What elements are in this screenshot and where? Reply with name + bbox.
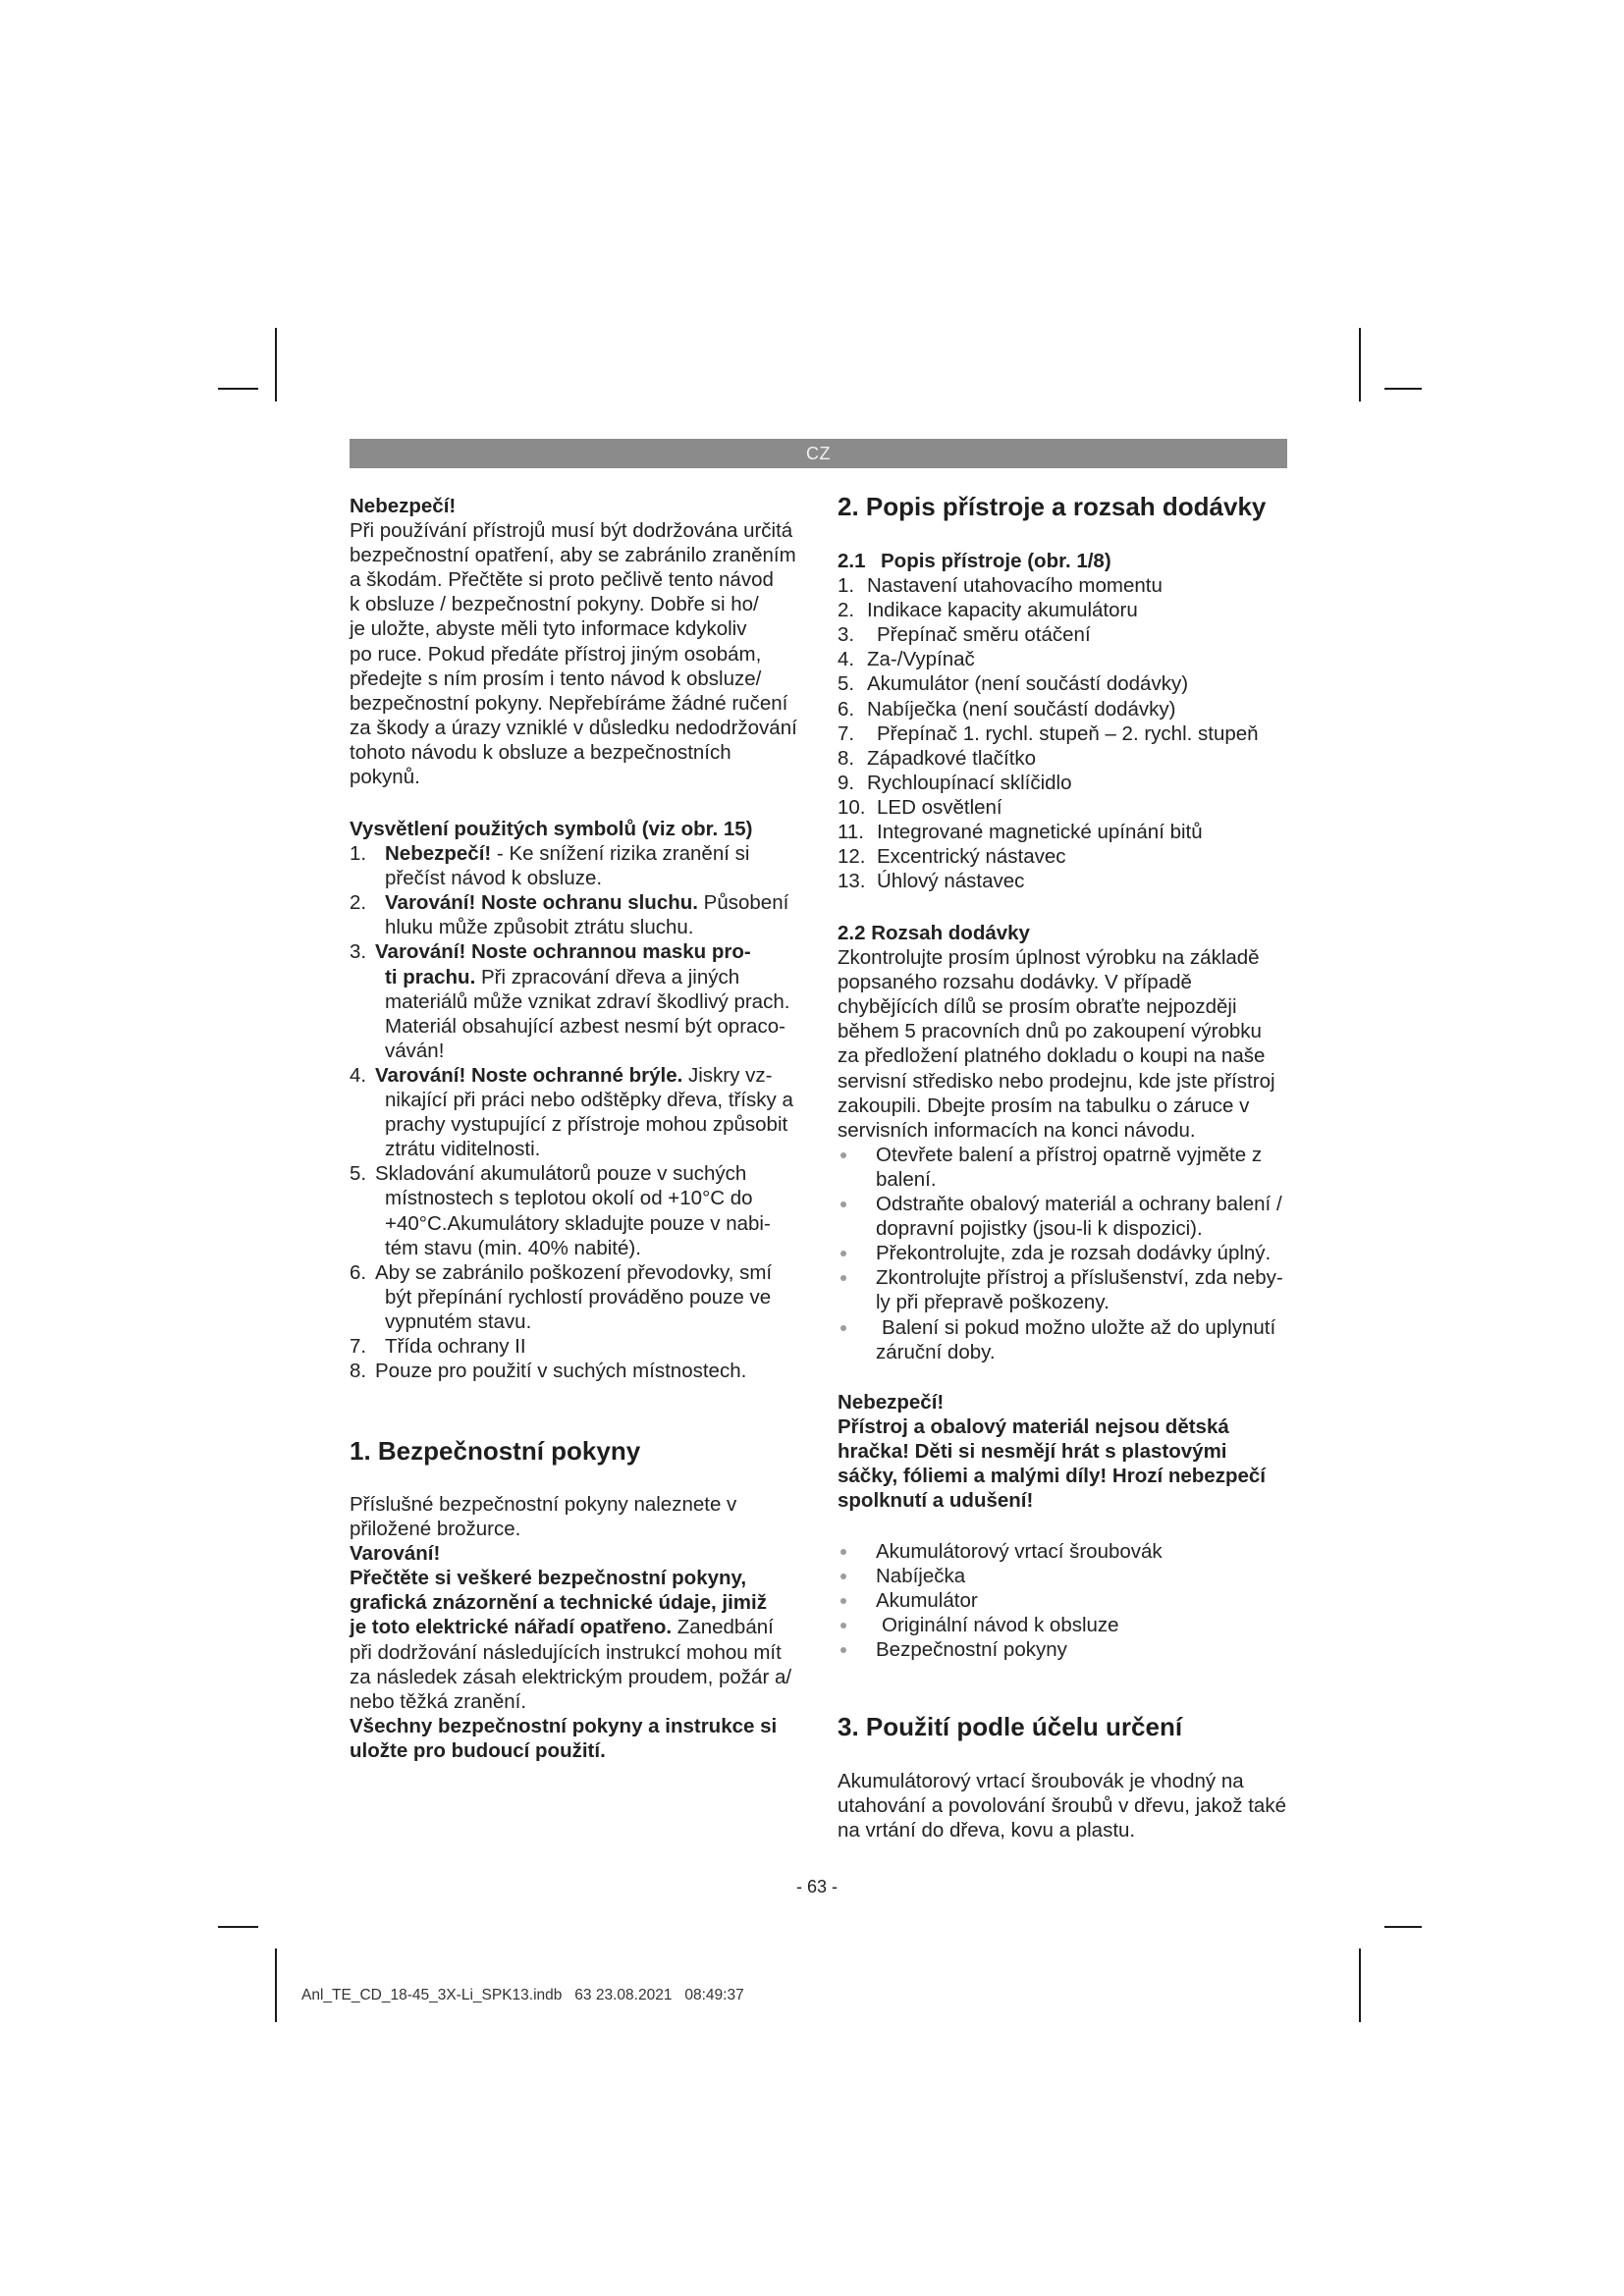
line-text: Příslušné bezpečnostní pokyny naleznete v: [350, 1493, 737, 1516]
text-line: zakoupili. Dbejte prosím na tabulku o záruce v: [838, 1094, 1250, 1117]
text-line: Při používání přístrojů musí být dodržována určitá: [350, 519, 793, 543]
section-heading-usage: 3. Použití podle účelu určení: [838, 1712, 1183, 1741]
bullet-icon: [840, 1549, 846, 1555]
symbol-item-continuation: [350, 1039, 811, 1063]
item-text: Skladování akumulátorů pouze v suchých: [375, 1162, 747, 1186]
part-number: 12.: [838, 845, 866, 869]
contents-text: Bezpečnostní pokyny: [876, 1638, 1067, 1662]
part-number: 7.: [838, 721, 855, 745]
text-line: [350, 1566, 811, 1590]
contents-text: Nabíječka: [876, 1565, 966, 1588]
item-text: Při zpracování dřeva a jiných: [475, 965, 740, 988]
warning-line: hračka! Děti si nesmějí hrát s plastovými: [838, 1440, 1227, 1464]
item-text: materiálů může vznikat zdraví škodlivý prach.: [385, 989, 790, 1013]
symbol-item: [350, 890, 811, 915]
bullet-icon: [840, 1325, 846, 1331]
text-line: a škodám. Přečtěte si proto pečlivě tento návod: [350, 568, 774, 592]
text-line: předejte s ním prosím i tento návod k obsluze/: [350, 667, 762, 690]
item-number: 6.: [350, 1260, 367, 1284]
contents-text: Akumulátorový vrtací šroubovák: [876, 1540, 1163, 1563]
symbol-item: [350, 1161, 811, 1186]
part-label: LED osvětlení: [877, 795, 1002, 819]
item-emphasis: Varování! Noste ochrannou masku pro-: [375, 940, 751, 964]
symbol-item: [350, 939, 811, 964]
item-text: Materiál obsahující azbest nesmí být opraco-: [385, 1014, 785, 1038]
part-number: 13.: [838, 870, 866, 893]
symbol-item-continuation: [350, 915, 811, 939]
bullet-continuation: balení.: [876, 1167, 937, 1191]
usage-text: [838, 1769, 1299, 1842]
text-line: popsaného rozsahu dodávky. V případě: [838, 971, 1192, 994]
item-number: 2.: [350, 891, 367, 915]
symbol-item-continuation: [350, 866, 811, 890]
item-text: Působení: [697, 891, 789, 915]
part-item: [838, 647, 1299, 671]
subsection-label: Popis přístroje (obr. 1/8): [881, 550, 1111, 572]
symbol-item: [350, 1334, 811, 1359]
text-line: [350, 1665, 811, 1689]
text-line: na vrtání do dřeva, kovu a plastu.: [838, 1819, 1136, 1842]
part-item: [838, 820, 1299, 844]
bullet-icon: [840, 1623, 846, 1629]
part-label: Nabíječka (není součástí dodávky): [867, 697, 1176, 721]
language-bar: [350, 439, 1287, 468]
item-text: prachy vystupující z přístroje mohou způsobit: [385, 1113, 788, 1137]
page-number: - 63 -: [795, 1877, 838, 1896]
item-number: 4.: [350, 1063, 367, 1087]
part-number: 5.: [838, 672, 855, 696]
item-text: Třída ochrany II: [385, 1334, 526, 1358]
item-emphasis: Nebezpečí!: [385, 842, 492, 866]
item-number: 8.: [350, 1360, 367, 1383]
part-item: [838, 746, 1299, 771]
part-label: Indikace kapacity akumulátoru: [867, 599, 1138, 622]
subsection-title: 2.2 Rozsah dodávky: [838, 922, 1030, 944]
part-number: 11.: [838, 821, 864, 844]
bullet-text: Otevřete balení a přístroj opatrně vyjměte z: [876, 1143, 1263, 1166]
text-line: [350, 1590, 811, 1615]
line-text: přiložené brožurce.: [350, 1518, 521, 1541]
part-item: [838, 771, 1299, 795]
part-item: [838, 721, 1299, 746]
symbols-title: Vysvětlení použitých symbolů (viz obr. 15): [350, 818, 753, 840]
part-number: 4.: [838, 648, 855, 671]
item-text: váván!: [385, 1039, 445, 1062]
line-emphasis: Přečtěte si veškeré bezpečnostní pokyny,: [350, 1567, 747, 1590]
item-number: 5.: [350, 1162, 367, 1186]
text-line: po ruce. Pokud předáte přístroj jiným osobám,: [350, 642, 762, 666]
danger-title: Nebezpečí!: [350, 495, 457, 517]
crop-mark-bottom-right-vertical: [1359, 1949, 1361, 2022]
contents-text: Akumulátor: [876, 1589, 978, 1613]
text-line: utahování a povolování šroubů v dřevu, jakož také: [838, 1794, 1286, 1818]
line-emphasis: Varování!: [350, 1542, 441, 1566]
item-text: - Ke snížení rizika zranění si: [491, 842, 750, 866]
item-text: Aby se zabránilo poškození převodovky, smí: [375, 1260, 773, 1284]
item-text: +40°C.Akumulátory skladujte pouze v nabi-: [385, 1211, 771, 1235]
danger-warning: [838, 1390, 1299, 1513]
bullet-item: [838, 1192, 1299, 1216]
symbol-item-continuation: [350, 965, 811, 989]
item-emphasis: Varování! Noste ochranu sluchu.: [385, 891, 698, 915]
bullet-icon: [840, 1598, 846, 1604]
text-line: [350, 1541, 811, 1566]
symbol-item-continuation: [350, 989, 811, 1014]
contents-item: [838, 1539, 1299, 1564]
symbol-item-continuation: [350, 1014, 811, 1039]
part-item: [838, 795, 1299, 820]
section-heading-safety: 1. Bezpečnostní pokyny: [350, 1436, 641, 1466]
text-line: během 5 pracovních dnů po zakoupení výrobku: [838, 1020, 1262, 1043]
text-line: Akumulátorový vrtací šroubovák je vhodný na: [838, 1770, 1244, 1792]
item-text: být přepínání rychlostí prováděno pouze ve: [385, 1285, 772, 1308]
item-emphasis: ti prachu.: [385, 965, 476, 988]
part-number: 6.: [838, 697, 855, 721]
text-line: [350, 1714, 811, 1738]
line-emphasis: grafická znázornění a technické údaje, jimiž: [350, 1591, 767, 1615]
text-line: je uložte, abyste měli tyto informace kdykoliv: [350, 617, 747, 641]
part-item: [838, 622, 1299, 647]
part-number: 2.: [838, 599, 855, 622]
subsection-title: [838, 549, 1299, 573]
symbol-item-continuation: [350, 1112, 811, 1137]
line-emphasis: uložte pro budoucí použití.: [350, 1738, 606, 1762]
symbol-item: [350, 1260, 811, 1285]
part-item: [838, 671, 1299, 696]
text-line: [350, 1615, 811, 1639]
contents-item: [838, 1613, 1299, 1637]
item-text: ztrátu viditelnosti.: [385, 1138, 541, 1161]
bullet-text: Překontrolujte, zda je rozsah dodávky úplný.: [876, 1242, 1272, 1265]
safety-text: [350, 1492, 811, 1763]
text-line: [350, 1689, 811, 1714]
language-code: CZ: [806, 443, 831, 463]
text-line: pokynů.: [350, 766, 420, 789]
part-item: [838, 844, 1299, 869]
text-line: servisní středisko nebo prodejnu, kde jste přístroj: [838, 1069, 1275, 1093]
symbol-item-continuation: [350, 1137, 811, 1161]
text-line: bezpečnostní opatření, aby se zabránilo zraněním: [350, 544, 796, 567]
line-emphasis: je toto elektrické nářadí opatřeno.: [350, 1616, 673, 1639]
part-item: [838, 697, 1299, 721]
item-text: vypnutém stavu.: [385, 1309, 532, 1333]
subsection-number: 2.1: [838, 550, 866, 572]
symbol-item: [350, 1063, 811, 1088]
text-line: [350, 1492, 811, 1517]
symbols-legend: [350, 817, 811, 1383]
bullet-icon: [840, 1152, 846, 1158]
warning-line: sáčky, fóliemi a malými díly! Hrozí nebezpečí: [838, 1465, 1266, 1488]
symbol-item-continuation: [350, 1309, 811, 1334]
crop-mark-top-right-horizontal: [1384, 388, 1422, 390]
print-file-info: Anl_TE_CD_18-45_3X-Li_SPK13.indb 63 23.08.2021 08:49:37: [301, 1987, 744, 2003]
part-label: Přepínač 1. rychl. stupeň – 2. rychl. stupeň: [877, 721, 1259, 745]
part-label: Nastavení utahovacího momentu: [867, 574, 1163, 598]
line-text: za následek zásah elektrickým proudem, požár a/: [350, 1665, 792, 1688]
section-heading-description: 2. Popis přístroje a rozsah dodávky: [838, 492, 1267, 521]
package-contents: [838, 1539, 1299, 1662]
bullet-item: [838, 1265, 1299, 1290]
line-emphasis: Všechny bezpečnostní pokyny a instrukce si: [350, 1714, 778, 1737]
delivery-scope: [838, 921, 1299, 1364]
crop-mark-bottom-left-vertical: [275, 1949, 277, 2022]
bullet-continuation: záruční doby.: [876, 1340, 996, 1363]
line-text: při dodržování následujících instrukcí mohou mít: [350, 1640, 782, 1664]
warning-title: Nebezpečí!: [838, 1391, 945, 1414]
text-line: tohoto návodu k obsluze a bezpečnostních: [350, 740, 731, 764]
bullet-icon: [840, 1574, 846, 1579]
part-label: Za-/Vypínač: [867, 648, 975, 671]
part-number: 3.: [838, 623, 855, 647]
bullet-icon: [840, 1251, 846, 1256]
text-line: k obsluze / bezpečnostní pokyny. Dobře si ho/: [350, 593, 759, 616]
part-item: [838, 573, 1299, 598]
part-number: 1.: [838, 574, 855, 598]
crop-mark-top-right-vertical: [1359, 328, 1361, 401]
bullet-icon: [840, 1201, 846, 1207]
part-label: Integrované magnetické upínání bitů: [877, 821, 1203, 844]
text-line: za škody a úrazy vzniklé v důsledku nedodržování: [350, 716, 797, 739]
part-number: 8.: [838, 746, 855, 770]
item-number: 7.: [350, 1334, 367, 1358]
item-emphasis: Varování! Noste ochranné brýle.: [375, 1063, 683, 1087]
bullet-text: Zkontrolujte přístroj a příslušenství, zda neby-: [876, 1266, 1283, 1290]
part-item: [838, 598, 1299, 622]
part-number: 10.: [838, 795, 866, 819]
text-line: [350, 1738, 811, 1763]
part-item: [838, 869, 1299, 893]
parts-list: [838, 549, 1299, 893]
symbol-item-continuation: [350, 1285, 811, 1309]
text-line: chybějících dílů se prosím obraťte nejpozději: [838, 995, 1237, 1019]
bullet-icon: [840, 1647, 846, 1653]
symbol-item: [350, 1359, 811, 1383]
symbol-item-continuation: [350, 1186, 811, 1210]
text-line: bezpečnostní pokyny. Nepřebíráme žádné ručení: [350, 691, 788, 715]
bullet-continuation: ly při přepravě poškozeny.: [876, 1291, 1110, 1314]
contents-item: [838, 1564, 1299, 1588]
bullet-item: [838, 1143, 1299, 1167]
part-label: Západkové tlačítko: [867, 746, 1037, 770]
symbol-item-continuation: [350, 1088, 811, 1112]
part-label: Přepínač směru otáčení: [877, 623, 1091, 647]
item-text: nikající při práci nebo odštěpky dřeva, třísky a: [385, 1089, 793, 1112]
bullet-continuation: dopravní pojistky (jsou-li k dispozici).: [876, 1217, 1203, 1241]
line-text: nebo těžká zranění.: [350, 1689, 527, 1713]
contents-item: [838, 1588, 1299, 1613]
part-label: Rychloupínací sklíčidlo: [867, 771, 1072, 794]
crop-mark-top-left-vertical: [275, 328, 277, 401]
part-number: 9.: [838, 771, 855, 794]
item-number: 1.: [350, 842, 367, 866]
bullet-item: [838, 1315, 1299, 1340]
text-line: [350, 1517, 811, 1541]
bullet-text: Balení si pokud možno uložte až do uplynutí: [882, 1315, 1276, 1339]
part-label: Excentrický nástavec: [877, 845, 1066, 869]
item-text: hluku může způsobit ztrátu sluchu.: [385, 916, 694, 939]
item-text: tém stavu (min. 40% nabité).: [385, 1236, 641, 1259]
item-text: Jiskry vz-: [682, 1063, 773, 1087]
bullet-item: [838, 1241, 1299, 1265]
line-text: Zanedbání: [672, 1616, 774, 1639]
item-text: místnostech s teplotou okolí od +10°C do: [385, 1187, 753, 1210]
symbol-item: [350, 841, 811, 866]
danger-notice: [350, 494, 811, 789]
symbol-item-continuation: [350, 1211, 811, 1236]
text-line: [350, 1640, 811, 1665]
bullet-text: Odstraňte obalový materiál a ochrany balení /: [876, 1193, 1282, 1216]
item-number: 3.: [350, 940, 367, 964]
part-label: Úhlový nástavec: [877, 870, 1025, 893]
item-text: přečíst návod k obsluze.: [385, 867, 603, 890]
part-label: Akumulátor (není součástí dodávky): [867, 672, 1189, 696]
warning-line: spolknutí a udušení!: [838, 1489, 1034, 1513]
contents-item: [838, 1637, 1299, 1662]
text-line: za předložení platného dokladu o koupi na naše: [838, 1044, 1266, 1068]
text-line: servisních informacích na konci návodu.: [838, 1118, 1196, 1142]
contents-text: Originální návod k obsluze: [882, 1614, 1119, 1637]
crop-mark-top-left-horizontal: [218, 388, 258, 390]
symbol-item-continuation: [350, 1236, 811, 1260]
text-line: Zkontrolujte prosím úplnost výrobku na základě: [838, 946, 1260, 970]
warning-line: Přístroj a obalový materiál nejsou dětská: [838, 1415, 1229, 1439]
item-text: Pouze pro použití v suchých místnostech.: [375, 1360, 747, 1383]
crop-mark-bottom-right-horizontal: [1384, 1926, 1422, 1928]
crop-mark-bottom-left-horizontal: [218, 1926, 258, 1928]
bullet-icon: [840, 1275, 846, 1281]
